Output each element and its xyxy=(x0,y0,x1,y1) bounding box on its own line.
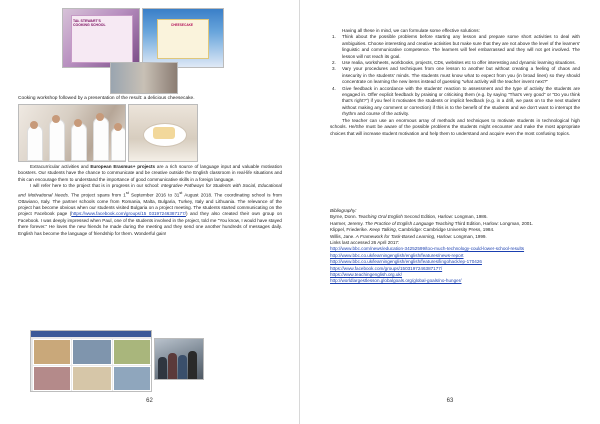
page-number: 63 xyxy=(446,398,454,404)
bib-title: Keep Talking xyxy=(369,227,396,233)
bib-title: The Practice of English Language Teaching xyxy=(364,220,454,226)
person-figure xyxy=(71,123,87,161)
collage-tile xyxy=(113,366,151,391)
collage-tile xyxy=(72,339,112,365)
bib-publication: Second Edition, Harlow: Longman, 1986. xyxy=(402,214,488,220)
list-number: 1. xyxy=(332,34,336,40)
person-head xyxy=(96,113,104,121)
slide-title: TAŁ STEWART'S COOKING SCHOOL xyxy=(73,19,106,27)
person-figure xyxy=(111,127,126,161)
links-heading: Links last accessed 26 April 2017: xyxy=(330,240,400,246)
reference-link[interactable]: https://www.facebook.com/groups/1503197246387177/ xyxy=(330,265,443,271)
person-head xyxy=(114,123,122,131)
person-figure xyxy=(178,355,187,379)
classroom-photo xyxy=(110,62,178,94)
reference-link[interactable]: http://worldlargestlesson.globalgoals.org/global-goals/no-hunger/ xyxy=(330,278,462,284)
person-figure xyxy=(93,117,109,161)
sup-st: st xyxy=(179,190,183,195)
bib-publication: , Cambridge: Cambridge University Press, 1984. xyxy=(395,227,495,233)
list-item xyxy=(330,86,580,118)
sup-st: st xyxy=(125,190,129,195)
project-title: Integrative Pathways for Students with Social, Educational and Motivational Needs xyxy=(18,183,283,198)
person-head xyxy=(30,121,38,129)
bib-author: Harmer, Jeremy. xyxy=(330,220,365,226)
slide-caption: CHEESECAKE xyxy=(170,23,194,27)
list-number: 2. xyxy=(332,60,336,66)
bib-author: Byrne, Donn. xyxy=(330,214,359,220)
cheesecake-slide-photo xyxy=(142,8,224,68)
closing-paragraph: The teacher can use an enormous array of methods and techniques to motivate students in technological high schools. He/She must be aware of the possible problems the students might encounter and make the most appropriate choices that will increase student motivation and help them to understand and acquire even the most confusing topics. xyxy=(330,117,580,136)
bib-publication: , Harlow: Longman, 1999. xyxy=(434,233,487,239)
para2-d: August 2018. The coordinating school is from Ottaviano, Italy. The partner schools come from Romania, Malta, Bulgaria, Turkey, Italy and Lithuania. The relevance of the project has become obvious when our students visited Bulgaria on a project meeting. The students started communicating on the project Facebook page ( xyxy=(18,192,282,217)
facebook-header-bar xyxy=(31,331,151,337)
person-figure xyxy=(168,353,177,379)
facebook-group-link[interactable]: https://www.facebook.com/groups/15 03197246387177/ xyxy=(71,211,186,217)
cheesecake xyxy=(153,127,175,139)
bib-author: Klippel, Friederike. xyxy=(330,227,370,233)
collage-tile xyxy=(113,339,151,365)
list-text: Give feedback in accordance with the students' reaction to assessment and the type of activity the students are engaged in. Offer explicit feedback by praising or criticising them (e.g. by saying "That's very good" or "Do you think that's right?") if you feel it motivates the students or implicit feedback (e.g. in a drill, we pass on to the next student without making any comment or correction) if this is to the benefit of the students and we don't want to interrupt the rhythm and course of the activity. xyxy=(342,85,580,117)
collage-tile xyxy=(33,366,71,391)
list-item xyxy=(330,66,580,85)
para2-e: ) and they also created their own group on Facebook. I was deeply impressed when Paul, one of the students involved in the project, told me "You know, I would have stayed there forever." He loves the new friends he made during the meeting and they send one another hundreds of messages daily. English has become the language of friendship for them. Wonderful gain! xyxy=(18,211,282,236)
collage-tile xyxy=(33,339,71,365)
list-number: 3. xyxy=(332,66,336,72)
bib-publication: Third Edition, Harlow: Longman, 2001. xyxy=(453,220,534,226)
bibliography-heading: Bibliography: xyxy=(330,208,357,213)
reference-link[interactable]: http://www.bbc.co.uk/learningenglish/english/features/news-report xyxy=(330,252,464,258)
person-figure xyxy=(158,357,167,379)
right-body-text xyxy=(330,28,580,137)
workshop-students-photo xyxy=(18,104,126,162)
bib-author: Willis, Jane. xyxy=(330,233,356,239)
para1-bold: European Erasmus+ projects xyxy=(90,164,156,169)
list-number: 4. xyxy=(332,85,336,91)
bib-title: A Framework for Task-Based Learning xyxy=(355,233,435,239)
person-figure xyxy=(27,125,43,161)
person-figure xyxy=(188,351,197,379)
para2-b: . The project spans from 1 xyxy=(67,192,126,198)
bibliography xyxy=(330,208,580,285)
bib-title: Teaching Oral English xyxy=(358,214,403,220)
reference-link[interactable]: http://www.bbc.com/news/education-34252599/too-much-technology-could-lower-school-results xyxy=(330,246,525,252)
list-text: Vary your procedures and techniques from one lesson to another but without creating a feeling of chaos and insecurity in the students' minds. The students must know what to expect from you (in broad lines) so they should concentrate on learning the new items instead of guessing "what activity will the teacher invent next?" xyxy=(342,66,580,85)
para1-rest: are a rich source of language input and valuable motivation boosters. Our students have the chance to communicate and be creative outside the English classroom in real-life situations and this can encourage them to understand the importance of good communicative skills in a foreign language. xyxy=(18,164,283,182)
cheesecake-photo xyxy=(128,104,198,162)
list-text: Think about the possible problems before starting any lesson and prepare some short activities to deal with ambiguities. Choose interesting and creative activities but make sure that they are not above the level of the learners' linguistic and communicative competence. The learners will feel embarrassed and they will not get involved. The lesson will not reach its goal. xyxy=(342,34,580,59)
link-entry[interactable] xyxy=(330,278,580,284)
page-number: 62 xyxy=(146,398,153,404)
person-head xyxy=(52,115,60,123)
solutions-list xyxy=(330,34,580,117)
reference-link[interactable]: http://www.bbc.co.uk/learningenglish/english/features/lingohack/ep-170426 xyxy=(330,259,482,265)
collage-tile xyxy=(72,366,112,391)
left-body-text xyxy=(18,164,282,237)
paragraph-project xyxy=(18,183,282,237)
group-photo xyxy=(154,338,204,380)
para2-c: September 2016 to 31 xyxy=(128,192,180,198)
reference-link[interactable]: https://www.teachingenglish.org.uk/ xyxy=(330,272,403,278)
paragraph-erasmus xyxy=(18,164,282,183)
right-page xyxy=(300,0,600,424)
person-head xyxy=(74,119,82,127)
photo-caption: Cooking workshop followed by a presentation of the result: a delicious cheesecake. xyxy=(18,96,195,101)
list-text: Use realia, worksheets, workbooks, projects, CDs, websites etc to offer interesting and dynamic learning situations. xyxy=(342,60,576,66)
person-figure xyxy=(49,119,65,161)
para2-a: I will refer here to the project that is in progress in our school: xyxy=(30,183,162,189)
facebook-collage-photo xyxy=(30,330,152,392)
solutions-intro: Having all these in mind, we can formulate some effective solutions: xyxy=(342,28,480,33)
list-item xyxy=(330,34,580,60)
para1-intro: Extracurricular activities and xyxy=(30,164,91,169)
presentation-photo xyxy=(62,8,140,68)
